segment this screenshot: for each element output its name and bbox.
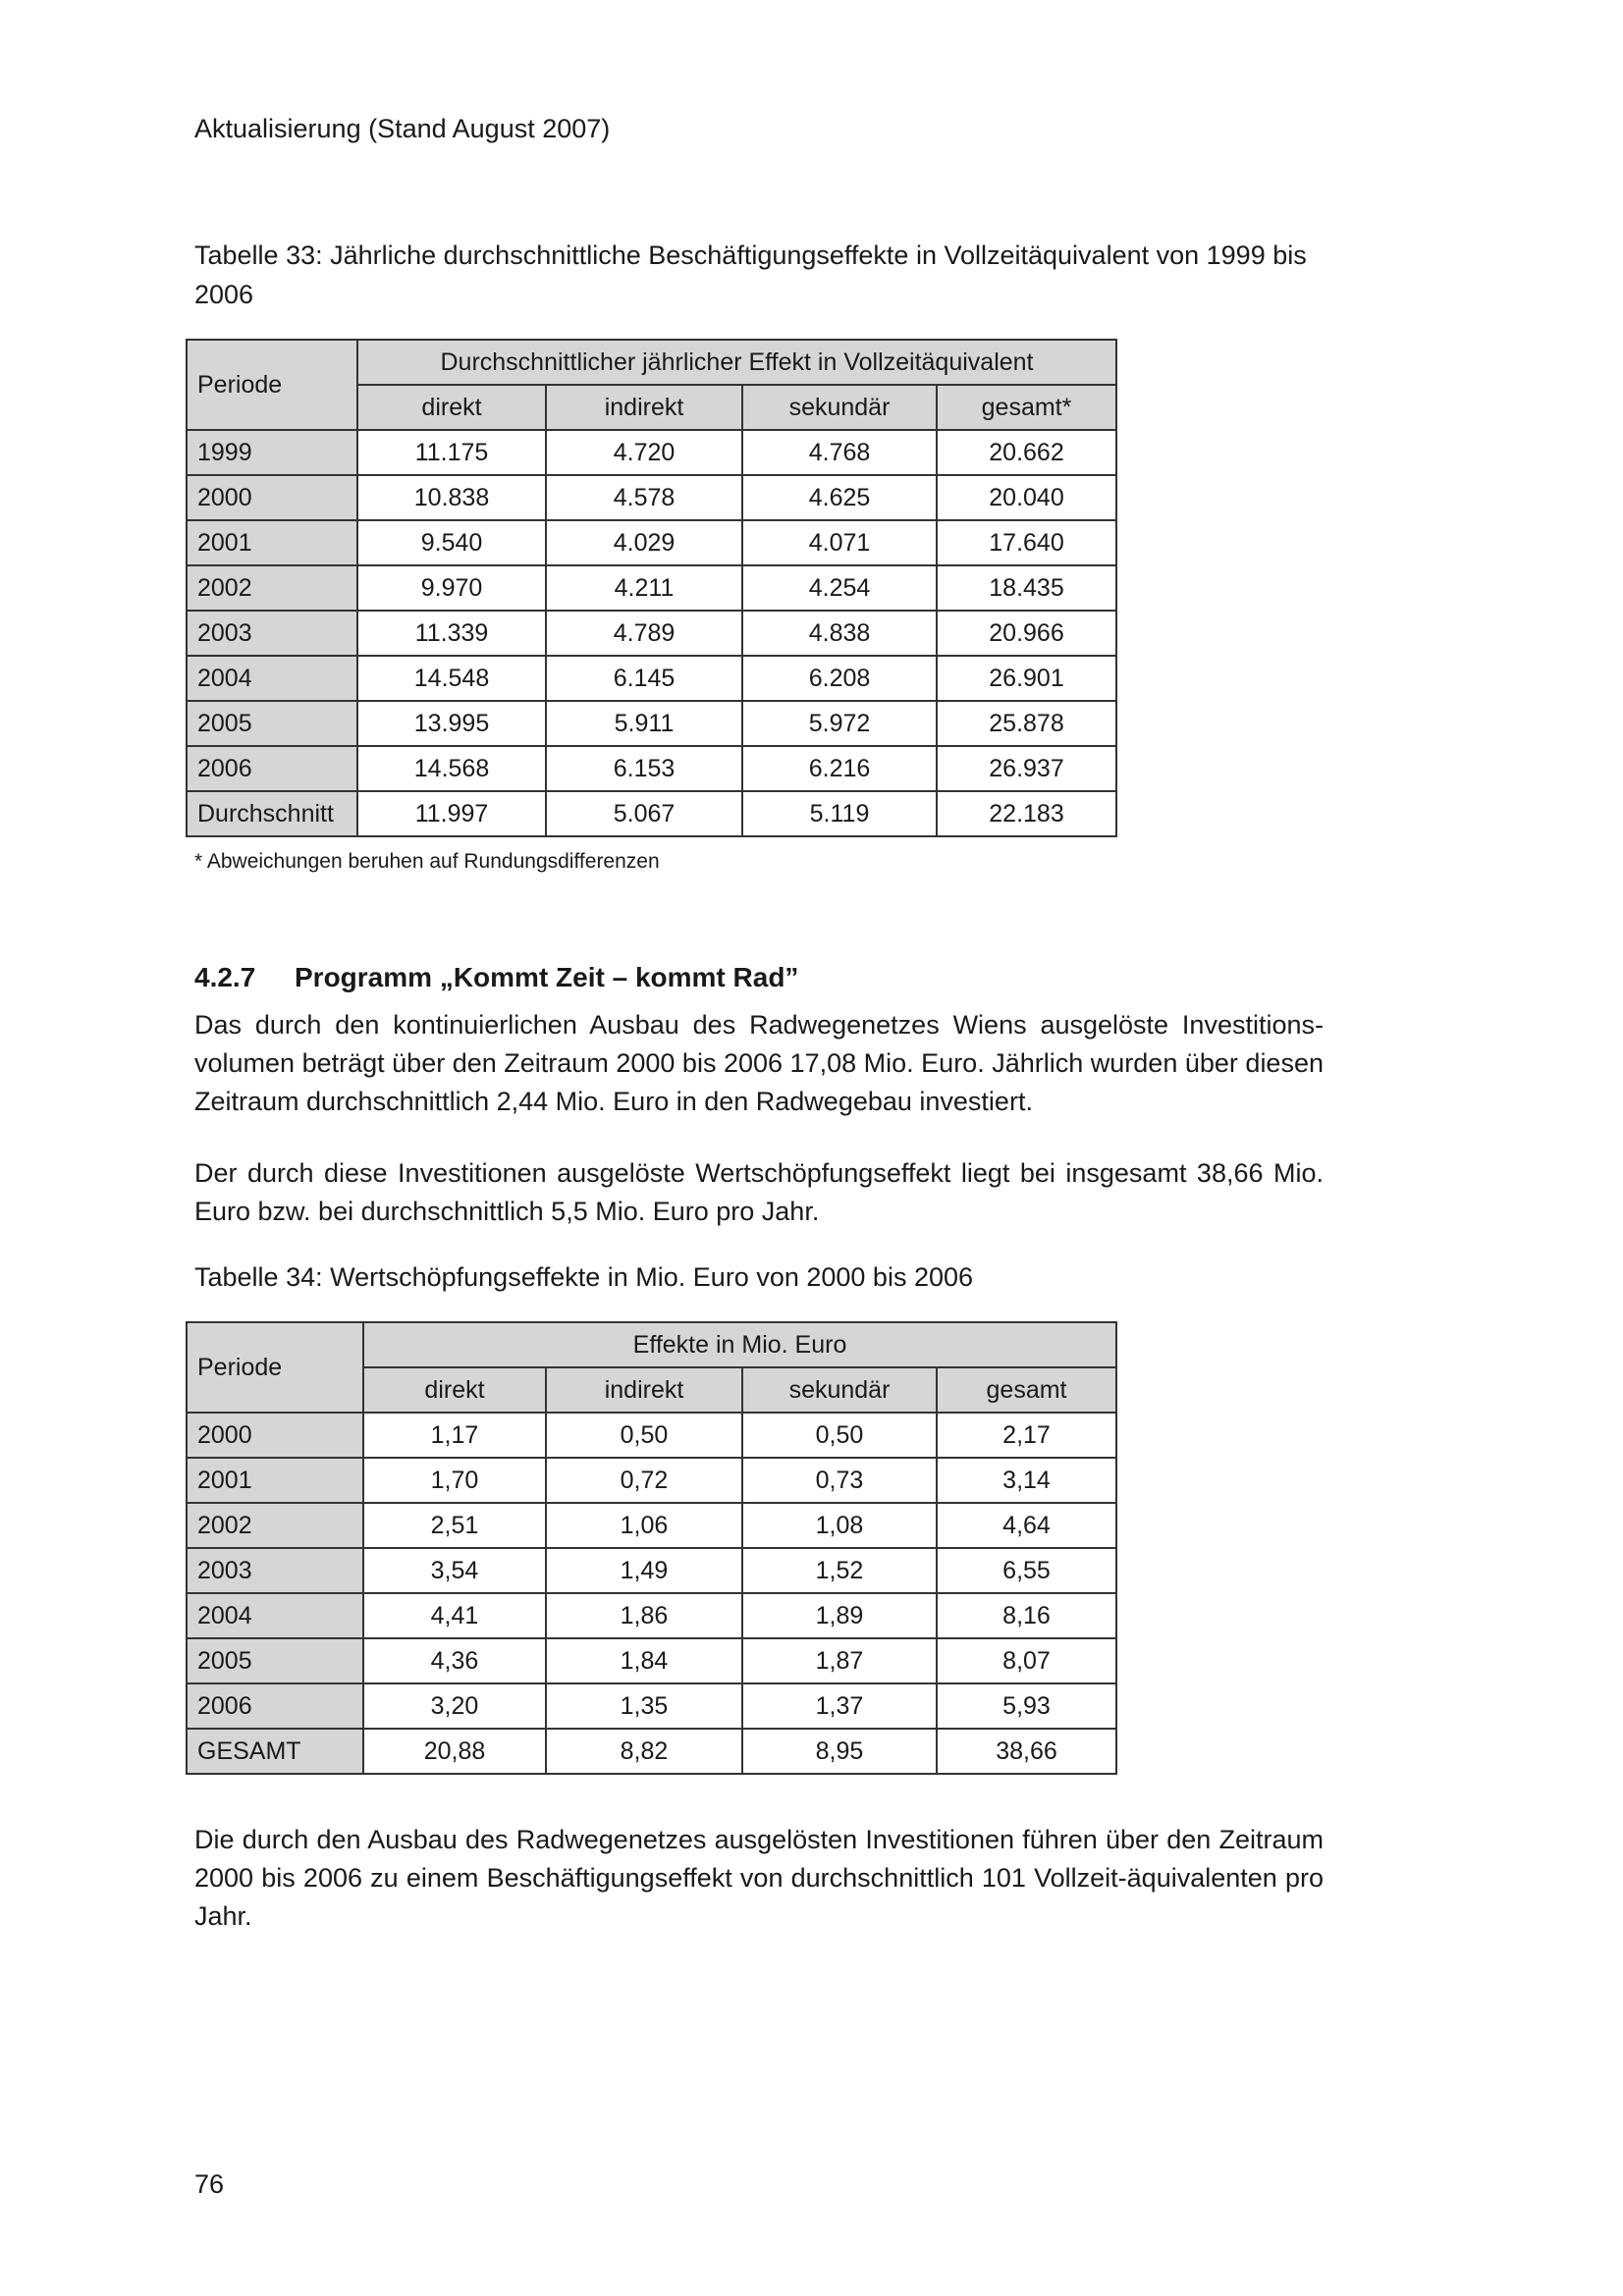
table34 <box>186 1321 1117 1775</box>
table33-col-header: sekundär <box>742 385 937 430</box>
table-cell: 20.966 <box>937 611 1116 656</box>
table-row <box>187 701 1116 746</box>
table-cell: 9.540 <box>357 520 546 565</box>
table-row <box>187 1413 1116 1458</box>
table-cell: 1,52 <box>742 1548 937 1593</box>
table-cell: 8,82 <box>546 1729 742 1774</box>
row-label: 2006 <box>187 746 357 791</box>
table-cell: 6.145 <box>546 656 742 701</box>
table-row <box>187 1503 1116 1548</box>
table-cell: 4.838 <box>742 611 937 656</box>
row-label: 2002 <box>187 1503 363 1548</box>
table-cell: 26.901 <box>937 656 1116 701</box>
table34-period-header: Periode <box>187 1322 363 1413</box>
row-label: 1999 <box>187 430 357 475</box>
table-cell: 1,35 <box>546 1683 742 1729</box>
table33-body <box>187 430 1116 836</box>
table-cell: 4,64 <box>937 1503 1116 1548</box>
table-cell: 1,17 <box>363 1413 546 1458</box>
paragraph: Der durch diese Investitionen ausgelöste Wertschöpfungseffekt liegt bei insgesamt 38,66 Mio. Euro bzw. bei durchschnittlich 5,5 Mio. Euro pro Jahr. <box>194 1158 1324 1226</box>
row-label: GESAMT <box>187 1729 363 1774</box>
table34-col-header: direkt <box>363 1367 546 1413</box>
table-cell: 1,06 <box>546 1503 742 1548</box>
row-label: 2005 <box>187 701 357 746</box>
table-cell: 11.339 <box>357 611 546 656</box>
table-cell: 20.662 <box>937 430 1116 475</box>
table-cell: 1,89 <box>742 1593 937 1638</box>
table-cell: 2,51 <box>363 1503 546 1548</box>
row-label: 2002 <box>187 565 357 611</box>
table-row <box>187 1683 1116 1729</box>
table-cell: 5.067 <box>546 791 742 836</box>
table-row <box>187 1548 1116 1593</box>
table-cell: 13.995 <box>357 701 546 746</box>
row-label: 2000 <box>187 1413 363 1458</box>
table-cell: 11.175 <box>357 430 546 475</box>
table-cell: 1,08 <box>742 1503 937 1548</box>
table-cell: 0,72 <box>546 1458 742 1503</box>
table-cell: 0,50 <box>742 1413 937 1458</box>
table-cell: 4.578 <box>546 475 742 520</box>
table-cell: 4.029 <box>546 520 742 565</box>
table34-col-header: sekundär <box>742 1367 937 1413</box>
table-cell: 1,49 <box>546 1548 742 1593</box>
paragraph: Die durch den Ausbau des Radwegenetzes ausgelösten Investitionen führen über den Zeitraum 2000 bis 2006 zu einem Beschäftigungseffekt von durchschnittlich 101 Vollzeit-äquivalenten pro Jahr. <box>194 1825 1324 1931</box>
table-cell: 5.119 <box>742 791 937 836</box>
table-cell: 26.937 <box>937 746 1116 791</box>
row-label: 2003 <box>187 1548 363 1593</box>
table-cell: 11.997 <box>357 791 546 836</box>
table-cell: 2,17 <box>937 1413 1116 1458</box>
table-row <box>187 611 1116 656</box>
table33-col-header: direkt <box>357 385 546 430</box>
table-cell: 6,55 <box>937 1548 1116 1593</box>
table-cell: 1,84 <box>546 1638 742 1683</box>
table-row <box>187 475 1116 520</box>
table-cell: 38,66 <box>937 1729 1116 1774</box>
table-cell: 10.838 <box>357 475 546 520</box>
table-row <box>187 1458 1116 1503</box>
table-row <box>187 430 1116 475</box>
table33-group-header: Durchschnittlicher jährlicher Effekt in Vollzeitäquivalent <box>357 340 1116 385</box>
table-cell: 14.568 <box>357 746 546 791</box>
table-cell: 4.625 <box>742 475 937 520</box>
table33-period-header: Periode <box>187 340 357 430</box>
table-cell: 0,73 <box>742 1458 937 1503</box>
table-row <box>187 746 1116 791</box>
page-number: 76 <box>194 2169 225 2199</box>
table-cell: 22.183 <box>937 791 1116 836</box>
table-cell: 5,93 <box>937 1683 1116 1729</box>
section-heading <box>194 962 798 993</box>
table-cell: 3,14 <box>937 1458 1116 1503</box>
row-label: 2001 <box>187 1458 363 1503</box>
table-cell: 4.254 <box>742 565 937 611</box>
table-cell: 14.548 <box>357 656 546 701</box>
row-label: 2005 <box>187 1638 363 1683</box>
table34-caption: Tabelle 34: Wertschöpfungseffekte in Mio. Euro von 2000 bis 2006 <box>194 1262 974 1292</box>
page-header: Aktualisierung (Stand August 2007) <box>194 114 611 143</box>
table-cell: 1,87 <box>742 1638 937 1683</box>
table-row <box>187 520 1116 565</box>
table-cell: 0,50 <box>546 1413 742 1458</box>
table-cell: 4,41 <box>363 1593 546 1638</box>
paragraph: Das durch den kontinuierlichen Ausbau des Radwegenetzes Wiens ausgelöste Investitions-volumen beträgt über den Zeitraum 2000 bis 2006 17,08 Mio. Euro. Jährlich wurden über diesen Zeitraum durchschnittlich 2,44 Mio. Euro in den Radwegebau investiert. <box>194 1010 1324 1116</box>
table-cell: 9.970 <box>357 565 546 611</box>
table-row <box>187 656 1116 701</box>
table-row <box>187 791 1116 836</box>
table33-footnote: * Abweichungen beruhen auf Rundungsdifferenzen <box>194 850 660 873</box>
table34-body <box>187 1413 1116 1774</box>
table-cell: 17.640 <box>937 520 1116 565</box>
table-row <box>187 1638 1116 1683</box>
table-cell: 4.071 <box>742 520 937 565</box>
table-cell: 20.040 <box>937 475 1116 520</box>
table33 <box>186 339 1117 837</box>
table-cell: 4.789 <box>546 611 742 656</box>
row-label: 2001 <box>187 520 357 565</box>
table-cell: 1,86 <box>546 1593 742 1638</box>
table-cell: 6.216 <box>742 746 937 791</box>
section-number: 4.2.7 <box>194 962 256 992</box>
table-cell: 8,95 <box>742 1729 937 1774</box>
table-cell: 20,88 <box>363 1729 546 1774</box>
table-cell: 1,37 <box>742 1683 937 1729</box>
table33-caption: Tabelle 33: Jährliche durchschnittliche Beschäftigungseffekte in Vollzeitäquivalent von 1999 bis 2006 <box>194 240 1307 309</box>
table-cell: 25.878 <box>937 701 1116 746</box>
table-cell: 6.208 <box>742 656 937 701</box>
table-cell: 4.211 <box>546 565 742 611</box>
table-cell: 4.720 <box>546 430 742 475</box>
table-cell: 1,70 <box>363 1458 546 1503</box>
row-label: 2004 <box>187 1593 363 1638</box>
table-cell: 4,36 <box>363 1638 546 1683</box>
table-row <box>187 1593 1116 1638</box>
table34-group-header: Effekte in Mio. Euro <box>363 1322 1116 1367</box>
table-cell: 5.911 <box>546 701 742 746</box>
table34-col-header: indirekt <box>546 1367 742 1413</box>
row-label: Durchschnitt <box>187 791 357 836</box>
table-cell: 3,54 <box>363 1548 546 1593</box>
row-label: 2004 <box>187 656 357 701</box>
row-label: 2000 <box>187 475 357 520</box>
table33-col-header: indirekt <box>546 385 742 430</box>
table-cell: 8,16 <box>937 1593 1116 1638</box>
table-cell: 5.972 <box>742 701 937 746</box>
table-cell: 3,20 <box>363 1683 546 1729</box>
table34-col-header: gesamt <box>937 1367 1116 1413</box>
table-row <box>187 1729 1116 1774</box>
table33-col-header: gesamt* <box>937 385 1116 430</box>
table-cell: 4.768 <box>742 430 937 475</box>
table-cell: 6.153 <box>546 746 742 791</box>
table-row <box>187 565 1116 611</box>
table-cell: 8,07 <box>937 1638 1116 1683</box>
row-label: 2003 <box>187 611 357 656</box>
section-title: Programm „Kommt Zeit – kommt Rad” <box>295 962 799 992</box>
row-label: 2006 <box>187 1683 363 1729</box>
table-cell: 18.435 <box>937 565 1116 611</box>
